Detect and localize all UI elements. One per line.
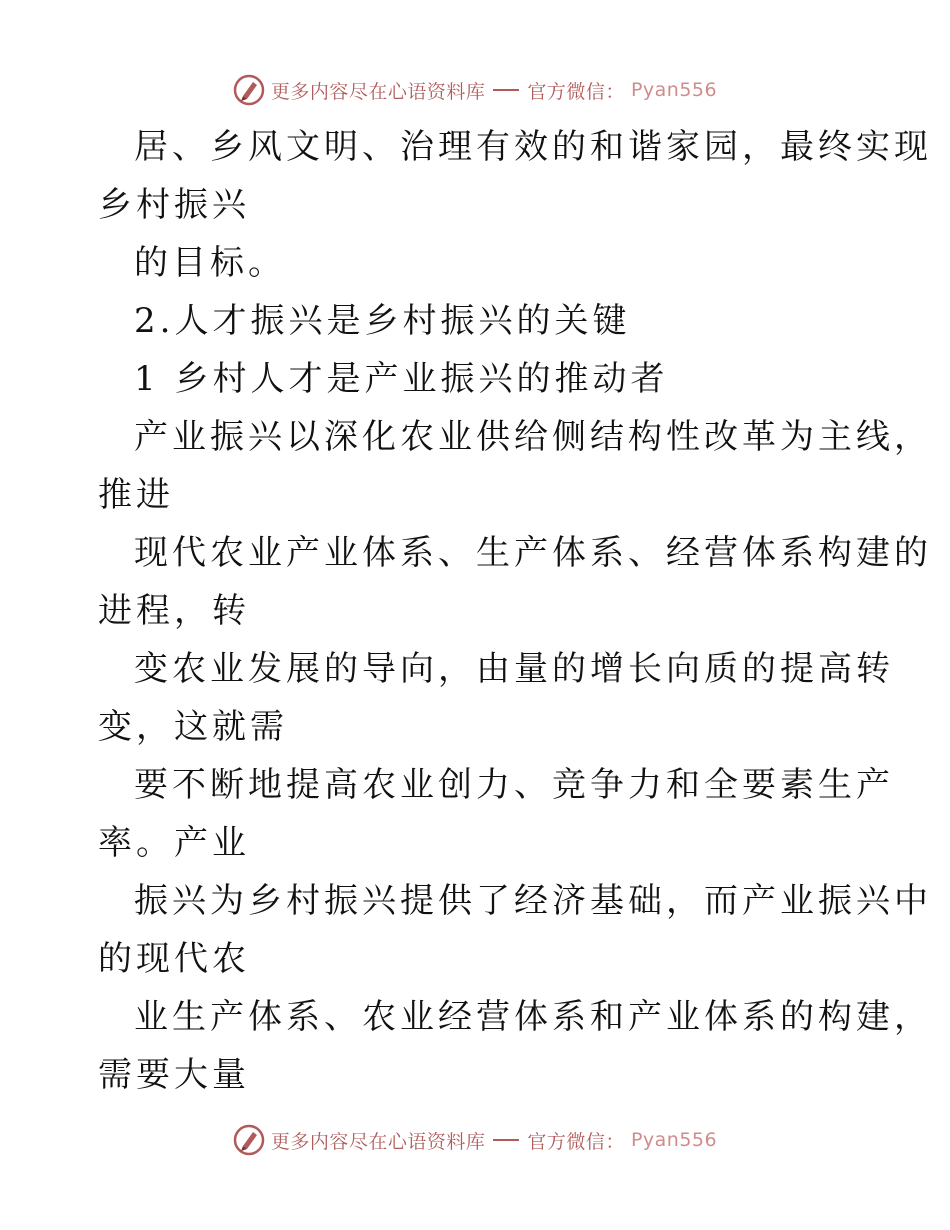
subsection-heading: 1 乡村人才是产业振兴的推动者 xyxy=(134,359,669,399)
text-line: 推进 xyxy=(98,475,174,515)
section-heading: 2.人才振兴是乡村振兴的关键 xyxy=(134,301,631,341)
text-line: 要不断地提高农业创力、竞争力和全要素生产 xyxy=(134,765,894,805)
pen-logo-icon xyxy=(233,74,265,106)
text-line: 的现代农 xyxy=(98,939,250,979)
pen-logo-icon xyxy=(233,1124,265,1156)
banner-main-text: 更多内容尽在心语资料库 xyxy=(270,80,486,103)
text-line: 乡村振兴 xyxy=(98,185,250,225)
text-line: 产业振兴以深化农业供给侧结构性改革为主线， xyxy=(134,417,932,457)
text-line: 业生产体系、农业经营体系和产业体系的构建， xyxy=(134,997,932,1037)
text-line: 的目标。 xyxy=(134,243,286,283)
text-line: 现代农业产业体系、生产体系、经营体系构建的 xyxy=(134,533,932,573)
banner-official-label: 官方微信： xyxy=(527,1130,625,1153)
text-line: 振兴为乡村振兴提供了经济基础，而产业振兴中 xyxy=(134,881,932,921)
text-line: 需要大量 xyxy=(98,1055,250,1095)
banner-official-label: 官方微信： xyxy=(527,80,625,103)
text-line: 变，这就需 xyxy=(98,707,288,747)
banner-dash xyxy=(493,89,519,91)
banner-account-id: Pyan556 xyxy=(630,1129,718,1151)
header-banner xyxy=(0,72,950,108)
banner-dash xyxy=(493,1139,519,1141)
banner-main-text: 更多内容尽在心语资料库 xyxy=(270,1130,486,1153)
text-line: 进程，转 xyxy=(98,591,250,631)
footer-banner xyxy=(0,1122,950,1158)
text-line: 居、乡风文明、治理有效的和谐家园，最终实现 xyxy=(134,127,932,167)
banner-account-id: Pyan556 xyxy=(630,79,718,101)
text-line: 率。产业 xyxy=(98,823,250,863)
text-line: 变农业发展的导向，由量的增长向质的提高转 xyxy=(134,649,894,689)
